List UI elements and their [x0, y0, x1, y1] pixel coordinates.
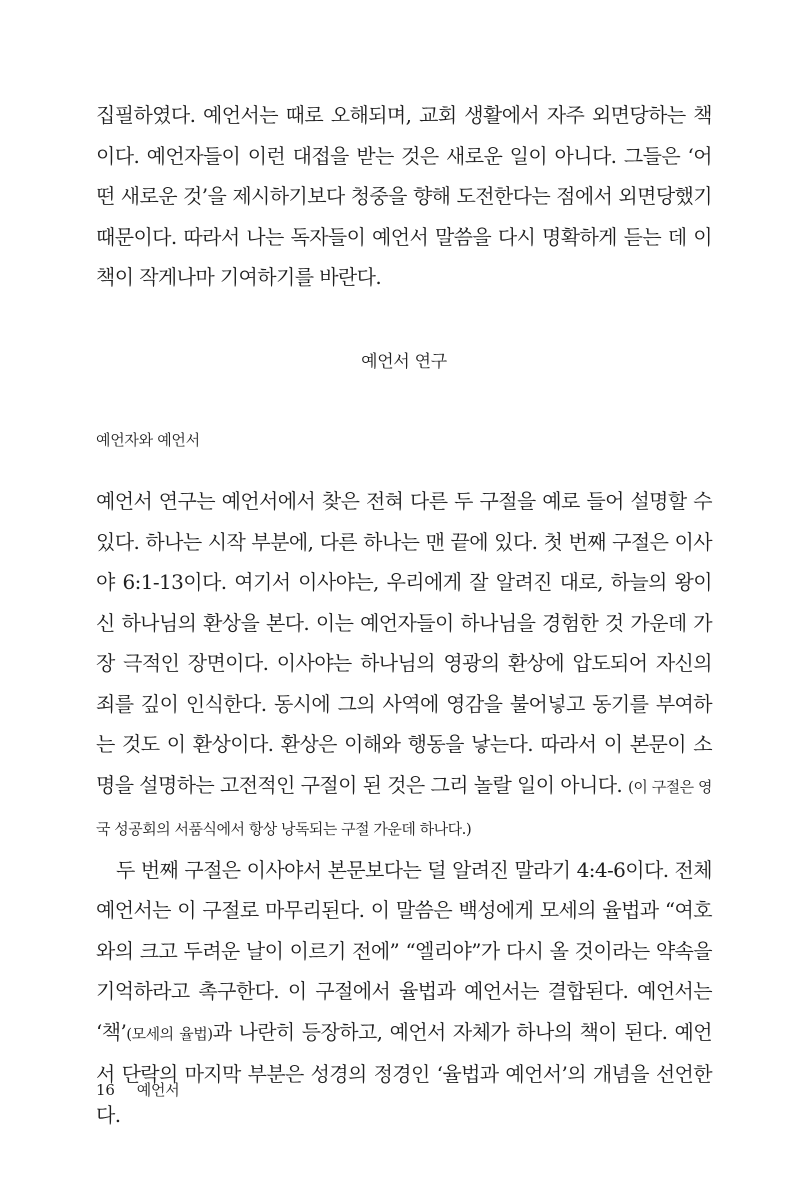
- intro-paragraph-block: [96, 95, 712, 298]
- body-paragraph-1: [96, 481, 712, 850]
- body-paragraph-2-text-b: 과 나란히 등장하고, 예언서 자체가 하나의 책이 된다. 예언서 단락의 마지막 부분은 성경의 정경인 ‘율법과 예언서’의 개념을 선언한다.: [96, 1019, 712, 1127]
- body-paragraph-2-note: (모세의 율법): [126, 1024, 213, 1043]
- body-text: [96, 481, 712, 1135]
- subsection-title: 예언자와 예언서: [96, 431, 200, 449]
- page-number: 16: [96, 1081, 115, 1099]
- body-paragraph-1-note: (이 구절은 영국 성공회의 서품식에서 항상 낭독되는 구절 가운데 하나다.): [96, 777, 712, 838]
- body-paragraph-2-text-a: 두 번째 구절은 이사야서 본문보다는 덜 알려진 말라기 4:4-6이다. 전체 예언서는 이 구절로 마무리된다. 이 말씀은 백성에게 모세의 율법과 “여호와의 크고 두려운 날이 이르기 전에” “엘리야”가 다시 올 것이라는 약속을 기억하라고 촉구한다. 이 구절에서 율법과 예언서는 결합된다. 예언서는 ‘책’: [96, 857, 712, 1044]
- running-title: 예언서: [136, 1081, 180, 1099]
- section-title: 예언서 연구: [361, 352, 447, 372]
- intro-paragraph: 집필하였다. 예언서는 때로 오해되며, 교회 생활에서 자주 외면당하는 책이다. 예언자들이 이런 대접을 받는 것은 새로운 일이 아니다. 그들은 ‘어떤 새로운 것’을 제시하기보다 청중을 향해 도전한다는 점에서 외면당했기 때문이다. 따라서 나는 독자들이 예언서 말씀을 다시 명확하게 듣는 데 이 책이 작게나마 기여하기를 바란다.: [96, 103, 712, 289]
- body-paragraph-2: [96, 850, 712, 1136]
- body-paragraph-1-text: 예언서 연구는 예언서에서 찾은 전혀 다른 두 구절을 예로 들어 설명할 수 있다. 하나는 시작 부분에, 다른 하나는 맨 끝에 있다. 첫 번째 구절은 이사야 6:1-13이다. 여기서 이사야는, 우리에게 잘 알려진 대로, 하늘의 왕이신 하나님의 환상을 본다. 이는 예언자들이 하나님을 경험한 것 가운데 가장 극적인 장면이다. 이사야는 하나님의 영광의 환상에 압도되어 자신의 죄를 깊이 인식한다. 동시에 그의 사역에 영감을 불어넣고 동기를 부여하는 것도 이 환상이다. 환상은 이해와 행동을 낳는다. 따라서 이 본문이 소명을 설명하는 고전적인 구절이 된 것은 그리 놀랄 일이 아니다.: [96, 489, 712, 797]
- page-footer: [96, 1079, 180, 1100]
